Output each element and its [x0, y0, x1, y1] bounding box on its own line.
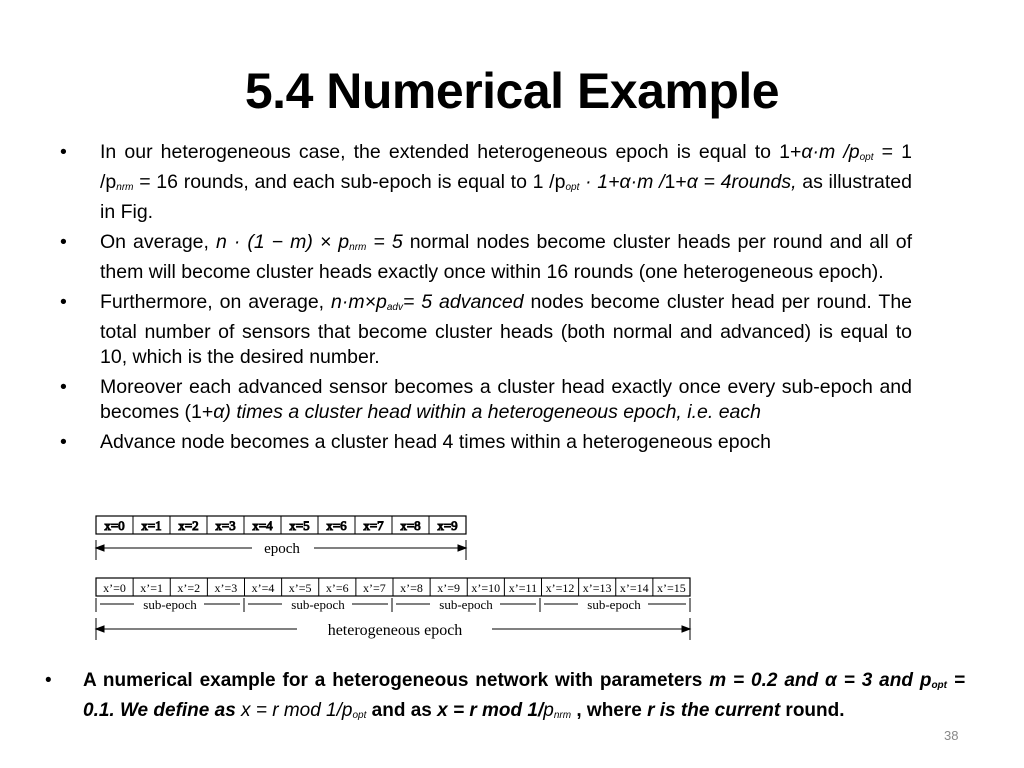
sub-epoch-cell: x’=2: [177, 581, 201, 595]
epoch-label: epoch: [264, 541, 300, 557]
bullet-dot: •: [60, 376, 67, 398]
summary-item: • A numerical example for a heterogeneous network with parameters m = 0.2 and α = 3 and $p_{opt} = 0.1$. We define as x = r mod $1/p_{opt}$ and as x = r mod $1/p_{nrm}$ , where r is the current round.: [45, 670, 965, 721]
sub-epoch-cell: x’=15: [657, 581, 686, 595]
sub-epoch-cell: x’=12: [545, 581, 575, 595]
sub-epoch-cell: x’=3: [214, 581, 238, 595]
epoch-cell: x=4: [252, 518, 273, 533]
epoch-cell: x=1: [141, 518, 162, 533]
bullet-list: [60, 140, 912, 460]
epoch-diagram: [92, 500, 702, 645]
sub-epoch-cell: x’=0: [103, 581, 126, 595]
bullet-item: • On average, $n \cdot (1 - m) \times p_{nrm} = 5$ normal nodes become cluster heads per round and all of them will become cluster heads exactly once within 16 rounds (one heterogeneous epoch).: [60, 231, 912, 283]
sub-epoch-cell: x’=9: [437, 581, 461, 595]
sub-epoch-cell: x’=10: [471, 581, 501, 595]
bullet-dot: •: [45, 670, 52, 691]
sub-epoch-cell: x’=5: [288, 581, 312, 595]
heterogeneous-epoch-label: heterogeneous epoch: [327, 622, 463, 639]
page-number: 38: [944, 728, 959, 743]
bullet-item: • Advance node becomes a cluster head 4 times within a heterogeneous epoch: [60, 431, 772, 453]
sub-epoch-cell: x’=4: [251, 581, 275, 595]
bullet-item: • Moreover each advanced sensor becomes a cluster head exactly once every sub-epoch and becomes (1+α) times a cluster head within a heterogeneous epoch, i.e. each: [60, 376, 912, 423]
sub-epoch-cell: x’=8: [400, 581, 423, 595]
bullet-dot: •: [60, 291, 67, 313]
epoch-row: [96, 516, 466, 534]
sub-epoch-cell: x’=13: [582, 581, 612, 595]
epoch-cell: x=9: [437, 518, 458, 533]
sub-epoch-label: sub-epoch: [143, 597, 197, 612]
bullet-item: • In our heterogeneous case, the extended heterogeneous epoch is equal to 1+α·m $/p_{opt} = 1$ $/p_{nrm} = 16$ rounds, and each sub-epoch is equal to 1 $/p_{opt} \cdot 1+\alpha\cdot m$ /1+α = 4rounds, as illustrated in Fig.: [60, 141, 912, 223]
bullet-dot: •: [60, 141, 67, 163]
epoch-cell: x=7: [363, 518, 384, 533]
epoch-cell: x=8: [400, 518, 421, 533]
epoch-cell: x=3: [215, 518, 236, 533]
epoch-cell: x=5: [289, 518, 310, 533]
sub-epoch-cell: x’=7: [363, 581, 386, 595]
slide-title: 5.4 Numerical Example: [244, 63, 780, 119]
epoch-cell: x=0: [104, 518, 125, 533]
sub-epoch-label: sub-epoch: [439, 597, 493, 612]
bullet-item: • Furthermore, on average, $n\cdot m\times p_{adv}= 5$ advanced nodes become cluster head per round. The total number of sensors that become cluster heads (both normal and advanced) is equal to 10, which is the desired number.: [60, 291, 913, 368]
sub-epoch-cell: x’=1: [140, 581, 164, 595]
bullet-dot: •: [60, 431, 67, 453]
epoch-cell: x=2: [178, 518, 199, 533]
sub-epoch-cell: x’=11: [508, 581, 538, 595]
epoch-cell: x=6: [326, 518, 347, 533]
sub-epoch-label: sub-epoch: [291, 597, 345, 612]
sub-epoch-cell: x’=14: [619, 581, 649, 595]
sub-epoch-label: sub-epoch: [587, 597, 641, 612]
bullet-dot: •: [60, 231, 67, 253]
sub-epoch-cell: x’=6: [325, 581, 349, 595]
summary-bullet: [45, 669, 965, 728]
sub-epoch-row: [96, 578, 690, 596]
